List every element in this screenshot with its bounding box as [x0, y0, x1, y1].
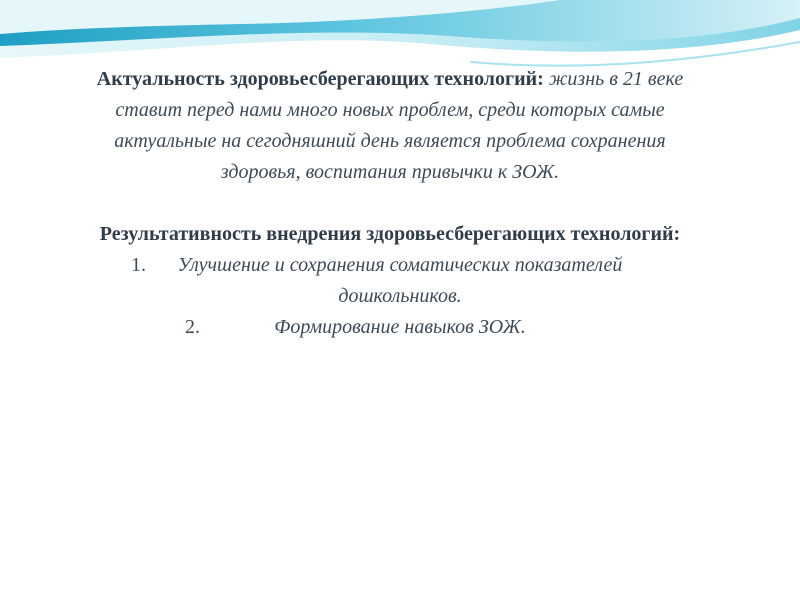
slide-content: [95, 64, 685, 343]
list-item-number: 1.: [131, 254, 146, 276]
intro-paragraph: [95, 64, 685, 188]
list-item-text: Формирование навыков ЗОЖ.: [274, 316, 526, 338]
intro-text: жизнь в 21 веке ставит перед нами много новых проблем, среди которых самые актуальные на сегодняшний день является проблема сохранения здоровья, воспитания привычки к ЗОЖ.: [114, 68, 684, 183]
results-list: [95, 250, 685, 343]
intro-heading: Актуальность здоровьесберегающих технологий:: [96, 68, 544, 90]
list-item: [95, 312, 685, 343]
list-item: [95, 250, 685, 312]
list-item-text: Улучшение и сохранения соматических показателей дошкольников.: [177, 254, 623, 307]
list-item-number: 2.: [185, 316, 200, 338]
results-heading: Результативность внедрения здоровьесберегающих технологий:: [99, 223, 681, 245]
